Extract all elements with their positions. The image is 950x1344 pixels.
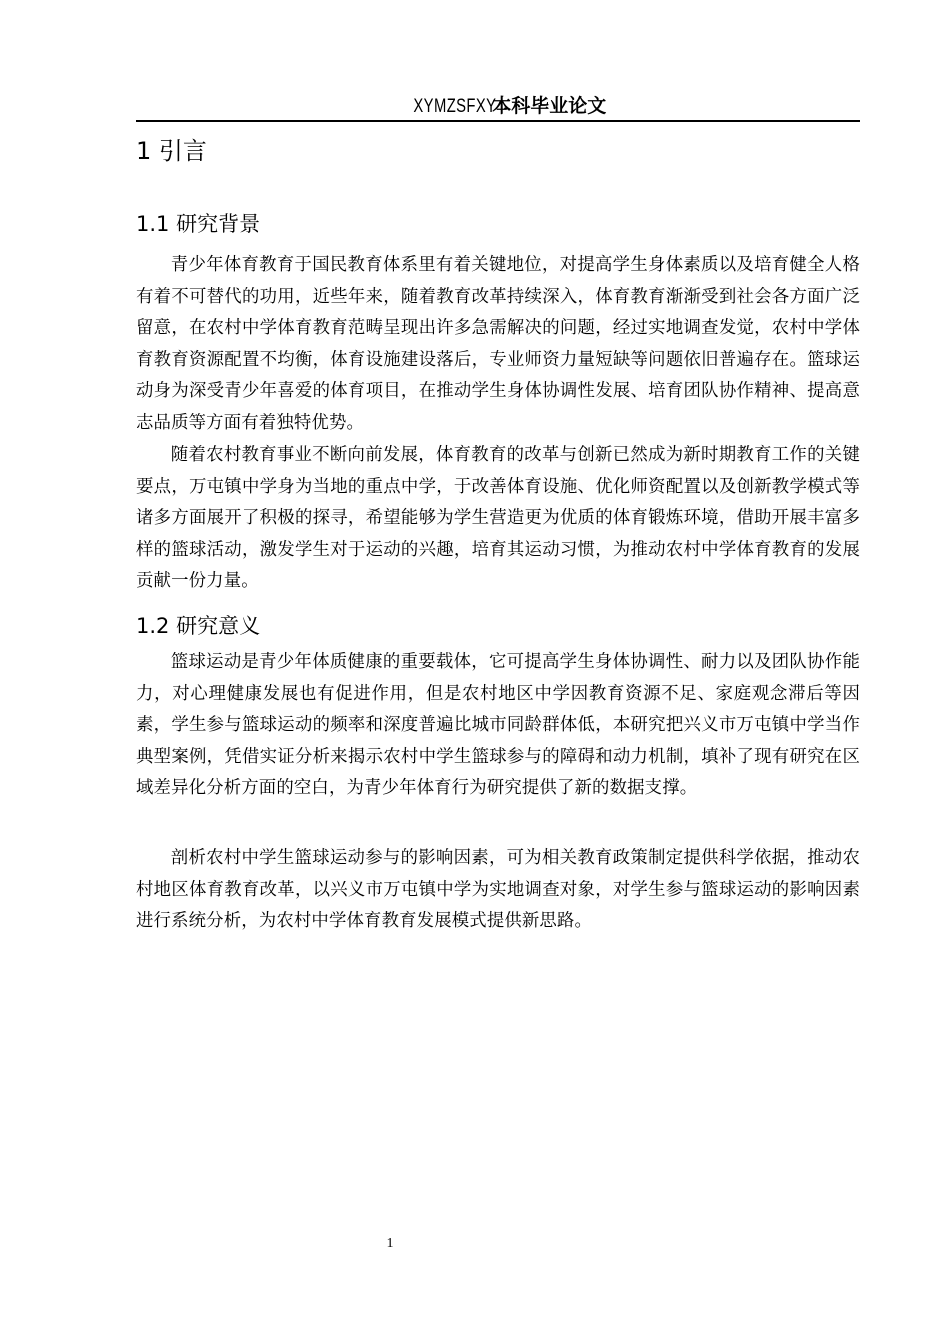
header-thesis-label: 本科毕业论文 bbox=[492, 95, 607, 117]
paragraph: 青少年体育教育于国民教育体系里有着关键地位，对提高学生身体素质以及培育健全人格有着不可替代的功用，近些年来，随着教育改革持续深入，体育教育渐渐受到社会各方面广泛留意，在农村中学体育教育范畴呈现出许多急需解决的问题，经过实地调查发觉，农村中学体育教育资源配置不均衡，体育设施建设落后，专业师资力量短缺等问题依旧普遍存在。篮球运动身为深受青少年喜爱的体育项目，在推动学生身体协调性发展、培育团队协作精神、提高意志品质等方面有着独特优势。 bbox=[136, 255, 860, 433]
header-rule bbox=[136, 120, 860, 122]
chapter-heading: 1 引言 bbox=[136, 137, 207, 165]
page-number: 1 bbox=[386, 1236, 394, 1251]
header-institution-code: XYMZSFXY bbox=[413, 96, 497, 117]
paragraph: 篮球运动是青少年体质健康的重要载体，它可提高学生身体协调性、耐力以及团队协作能力，对心理健康发展也有促进作用，但是农村地区中学因教育资源不足、家庭观念滞后等因素，学生参与篮球运动的频率和深度普遍比城市同龄群体低，本研究把兴义市万屯镇中学当作典型案例，凭借实证分析来揭示农村中学生篮球参与的障碍和动力机制，填补了现有研究在区域差异化分析方面的空白，为青少年体育行为研究提供了新的数据支撑。 bbox=[136, 652, 860, 799]
running-header bbox=[136, 94, 860, 119]
paragraph: 随着农村教育事业不断向前发展，体育教育的改革与创新已然成为新时期教育工作的关键要点，万屯镇中学身为当地的重点中学，于改善体育设施、优化师资配置以及创新教学模式等诸多方面展开了积极的探寻，希望能够为学生营造更为优质的体育锻炼环境，借助开展丰富多样的篮球活动，激发学生对于运动的兴趣，培育其运动习惯，为推动农村中学体育教育的发展贡献一份力量。 bbox=[136, 445, 860, 592]
section-heading-significance: 1.2 研究意义 bbox=[136, 614, 261, 638]
paragraph: 剖析农村中学生篮球运动参与的影响因素，可为相关教育政策制定提供科学依据，推动农村地区体育教育改革，以兴义市万屯镇中学为实地调查对象，对学生参与篮球运动的影响因素进行系统分析，为农村中学体育教育发展模式提供新思路。 bbox=[136, 848, 860, 932]
section-heading-background: 1.1 研究背景 bbox=[136, 212, 261, 236]
